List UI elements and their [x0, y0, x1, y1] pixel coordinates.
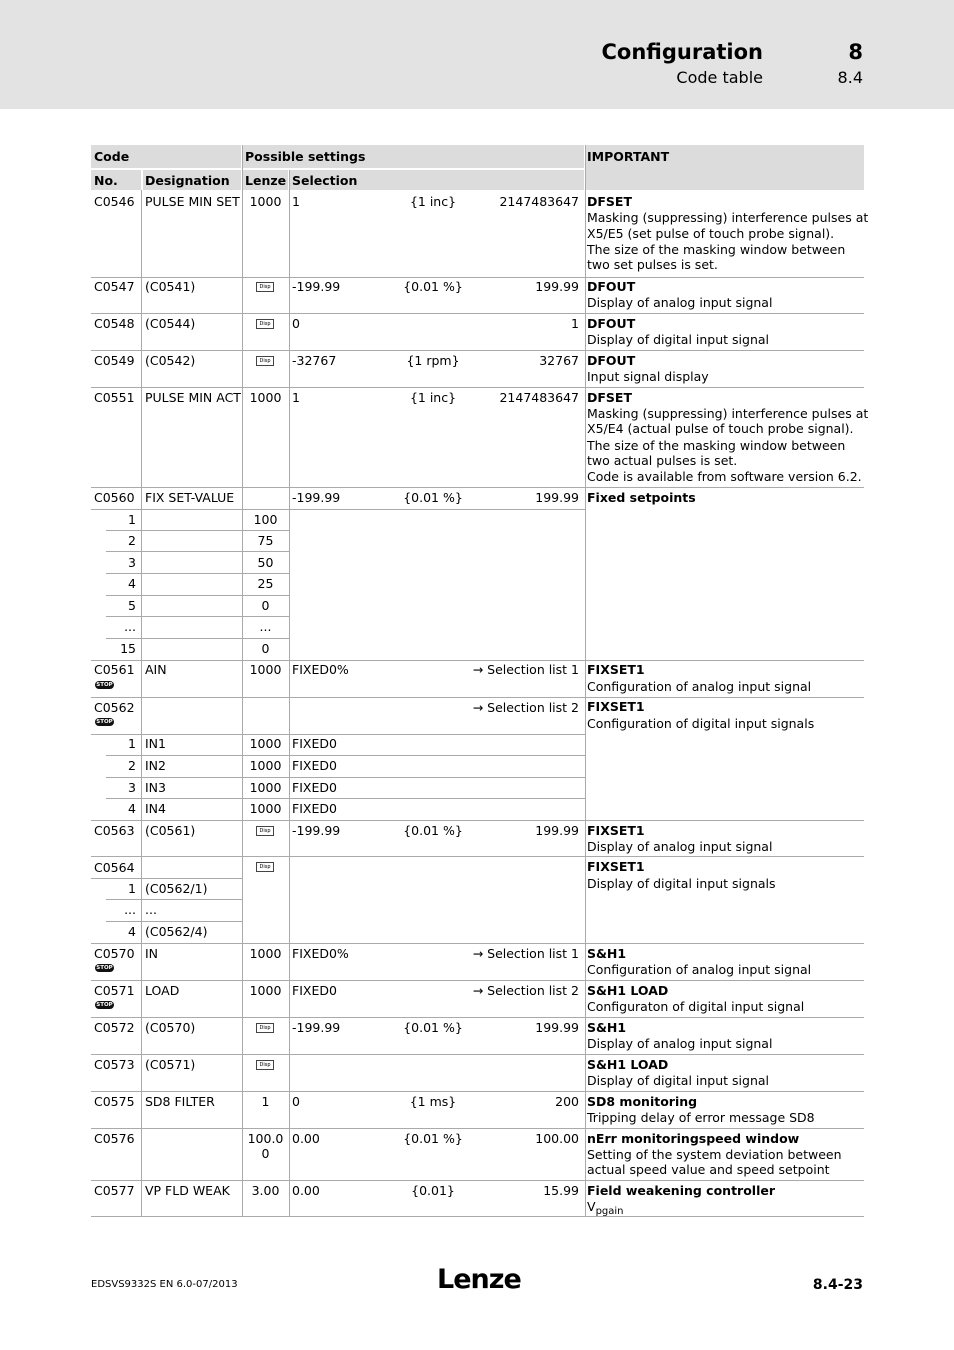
- min-value: 0.00: [292, 1131, 320, 1146]
- header-no: No.: [94, 173, 118, 188]
- subcode-no: 3: [128, 780, 136, 795]
- symbol-subscript: pgain: [595, 1206, 624, 1217]
- row-divider: [91, 387, 864, 388]
- important-text: Display of digital input signals: [587, 876, 776, 891]
- code-no: C0560: [94, 490, 135, 505]
- row-divider: [106, 755, 585, 756]
- row-divider: [91, 943, 864, 944]
- symbol-v: V: [587, 1199, 596, 1214]
- important-text: Configuration of analog input signal: [587, 679, 812, 694]
- column-divider: [141, 190, 142, 1217]
- subcode-no: ...: [124, 902, 136, 917]
- designation: (C0544): [145, 316, 196, 331]
- subcode-designation: IN3: [145, 780, 166, 795]
- row-divider: [106, 595, 289, 596]
- display-only-icon: Disp: [256, 862, 274, 872]
- designation: (C0541): [145, 279, 196, 294]
- selection-list-link: → Selection list 2: [472, 983, 579, 998]
- subcode-no: 1: [128, 512, 136, 527]
- min-value: -199.99: [292, 823, 341, 838]
- important-text: Code is available from software version 6.2.: [587, 469, 862, 484]
- stop-icon: STOP: [96, 965, 113, 971]
- display-only-icon: Disp: [256, 282, 274, 292]
- subcode-designation: IN1: [145, 736, 166, 751]
- selection-list-link: → Selection list 2: [472, 700, 579, 715]
- row-divider: [91, 1091, 864, 1092]
- important-text: Display of analog input signal: [587, 295, 773, 310]
- subcode-no: 4: [128, 801, 136, 816]
- row-divider: [91, 878, 242, 879]
- row-divider: [91, 1054, 864, 1055]
- important-title: S&H1 LOAD: [587, 983, 669, 998]
- column-divider: [242, 145, 243, 1217]
- max-value: 199.99: [535, 823, 579, 838]
- important-text: Masking (suppressing) interference pulses at: [587, 406, 869, 421]
- step-value: {1 inc}: [409, 390, 457, 405]
- subcode-lenze: 1000: [249, 736, 282, 751]
- step-value: {0.01 %}: [403, 279, 463, 294]
- code-no: C0549: [94, 353, 135, 368]
- row-divider: [91, 697, 864, 698]
- important-text: Display of analog input signal: [587, 839, 773, 854]
- row-divider: [91, 487, 864, 488]
- important-text: Configuration of analog input signal: [587, 962, 812, 977]
- code-no: C0546: [94, 194, 135, 209]
- lenze-value: 100.0: [247, 1131, 284, 1146]
- important-title: Fixed setpoints: [587, 490, 696, 505]
- subcode-no: 4: [128, 924, 136, 939]
- lenze-value: 1: [261, 1094, 270, 1109]
- subcode-designation: IN4: [145, 801, 166, 816]
- important-text: Display of digital input signal: [587, 1073, 769, 1088]
- subcode-value: 75: [257, 533, 274, 548]
- important-title: DFOUT: [587, 279, 636, 294]
- min-value: 0.00: [292, 1183, 320, 1198]
- lenze-value: 1000: [249, 194, 282, 209]
- document-id: EDSVS9332S EN 6.0-07/2013: [91, 1279, 238, 1290]
- row-divider: [91, 1017, 864, 1018]
- max-value: 199.99: [535, 1020, 579, 1035]
- important-title: FIXSET1: [587, 699, 645, 714]
- subcode-value: 25: [257, 576, 274, 591]
- subcode-value: FIXED0: [292, 736, 337, 751]
- important-text: Configuration of digital input signals: [587, 716, 815, 731]
- important-title: nErr monitoringspeed window: [587, 1131, 800, 1146]
- header-lenze: Lenze: [245, 173, 287, 188]
- row-divider: [106, 638, 289, 639]
- step-value: {1 ms}: [409, 1094, 457, 1109]
- code-no: C0570: [94, 946, 135, 961]
- designation: (C0571): [145, 1057, 196, 1072]
- max-value: 200: [555, 1094, 579, 1109]
- page-number: 8.4-23: [812, 1277, 863, 1293]
- important-text: actual speed value and speed setpoint: [587, 1162, 830, 1177]
- important-title: SD8 monitoring: [587, 1094, 698, 1109]
- min-value: FIXED0%: [292, 946, 349, 961]
- column-divider: [289, 170, 290, 1217]
- important-text: [587, 1199, 624, 1220]
- important-text: Input signal display: [587, 369, 709, 384]
- display-only-icon: Disp: [256, 826, 274, 836]
- subcode-no: 15: [120, 641, 136, 656]
- row-divider: [106, 616, 289, 617]
- min-value: -199.99: [292, 279, 341, 294]
- important-text: two actual pulses is set.: [587, 453, 738, 468]
- step-value: {0.01 %}: [403, 490, 463, 505]
- designation: FIX SET-VALUE: [145, 490, 235, 505]
- important-text: The size of the masking window between: [587, 438, 846, 453]
- min-value: -32767: [292, 353, 337, 368]
- subcode-value: FIXED0: [292, 780, 337, 795]
- code-no: C0551: [94, 390, 135, 405]
- code-no: C0564: [94, 860, 135, 875]
- designation: SD8 FILTER: [145, 1094, 215, 1109]
- row-divider: [91, 856, 864, 857]
- important-title: S&H1: [587, 946, 627, 961]
- code-no: C0573: [94, 1057, 135, 1072]
- lenze-value: 1000: [249, 946, 282, 961]
- code-no: C0572: [94, 1020, 135, 1035]
- subcode-designation: ...: [145, 902, 157, 917]
- step-value: {0.01 %}: [403, 1131, 463, 1146]
- subcode-no: 3: [128, 555, 136, 570]
- min-value: FIXED0: [292, 983, 337, 998]
- step-value: {1 inc}: [409, 194, 457, 209]
- min-value: -199.99: [292, 1020, 341, 1035]
- subcode-lenze: 1000: [249, 801, 282, 816]
- row-divider: [106, 798, 585, 799]
- important-text: Display of analog input signal: [587, 1036, 773, 1051]
- max-value: 32767: [539, 353, 579, 368]
- code-no: C0548: [94, 316, 135, 331]
- important-text: Masking (suppressing) interference pulses at: [587, 210, 869, 225]
- important-title: FIXSET1: [587, 662, 645, 677]
- stop-icon: STOP: [96, 719, 113, 725]
- subcode-value: FIXED0: [292, 758, 337, 773]
- section-number: 8.4: [837, 68, 863, 87]
- important-text: two set pulses is set.: [587, 257, 718, 272]
- selection-list-link: → Selection list 1: [472, 946, 579, 961]
- max-value: 100.00: [535, 1131, 579, 1146]
- subcode-designation: IN2: [145, 758, 166, 773]
- designation: PULSE MIN SET: [145, 194, 240, 209]
- stop-icon: STOP: [96, 1002, 113, 1008]
- code-no: C0563: [94, 823, 135, 838]
- subcode-value: 50: [257, 555, 274, 570]
- section-title: Code table: [676, 68, 763, 87]
- header-important: IMPORTANT: [587, 149, 670, 164]
- max-value: 2147483647: [499, 390, 579, 405]
- important-text: Configuraton of digital input signal: [587, 999, 805, 1014]
- selection-list-link: → Selection list 1: [472, 662, 579, 677]
- header-possible-settings: Possible settings: [245, 149, 366, 164]
- code-no: C0571: [94, 983, 135, 998]
- subcode-value: ...: [259, 619, 272, 634]
- important-title: DFSET: [587, 194, 632, 209]
- lenze-value: 1000: [249, 983, 282, 998]
- header-code: Code: [94, 149, 130, 164]
- subcode-designation: (C0562/1): [145, 881, 208, 896]
- designation: (C0542): [145, 353, 196, 368]
- subcode-no: 2: [128, 533, 136, 548]
- subcode-designation: (C0562/4): [145, 924, 208, 939]
- row-divider: [106, 777, 585, 778]
- important-title: DFOUT: [587, 353, 636, 368]
- important-title: DFSET: [587, 390, 632, 405]
- subcode-no: 4: [128, 576, 136, 591]
- column-divider: [585, 145, 586, 1217]
- important-text: X5/E5 (set pulse of touch probe signal).: [587, 226, 835, 241]
- lenze-value: 1000: [249, 662, 282, 677]
- header-selection: Selection: [292, 173, 358, 188]
- subcode-lenze: 1000: [249, 780, 282, 795]
- designation: VP FLD WEAK: [145, 1183, 230, 1198]
- subcode-no: 1: [128, 881, 136, 896]
- row-divider: [91, 660, 864, 661]
- code-no: C0547: [94, 279, 135, 294]
- important-text: The size of the masking window between: [587, 242, 846, 257]
- row-divider: [106, 899, 242, 900]
- important-title: Field weakening controller: [587, 1183, 776, 1198]
- row-divider: [91, 1128, 864, 1129]
- code-no: C0577: [94, 1183, 135, 1198]
- row-divider: [91, 313, 864, 314]
- display-only-icon: Disp: [256, 1023, 274, 1033]
- designation: (C0561): [145, 823, 196, 838]
- max-value: 2147483647: [499, 194, 579, 209]
- subcode-value: 0: [261, 598, 270, 613]
- row-divider: [91, 1180, 864, 1181]
- row-divider: [106, 573, 289, 574]
- header-designation: Designation: [145, 173, 230, 188]
- designation: AIN: [145, 662, 167, 677]
- important-text: Tripping delay of error message SD8: [587, 1110, 815, 1125]
- row-divider: [106, 921, 242, 922]
- code-no: C0575: [94, 1094, 135, 1109]
- code-no: C0562: [94, 700, 135, 715]
- important-text: X5/E4 (actual pulse of touch probe signal).: [587, 421, 854, 436]
- designation: (C0570): [145, 1020, 196, 1035]
- lenze-value: 3.00: [251, 1183, 280, 1198]
- min-value: 1: [292, 194, 300, 209]
- display-only-icon: Disp: [256, 319, 274, 329]
- display-only-icon: Disp: [256, 356, 274, 366]
- important-title: S&H1: [587, 1020, 627, 1035]
- subcode-no: 1: [128, 736, 136, 751]
- designation: LOAD: [145, 983, 180, 998]
- row-divider: [91, 350, 864, 351]
- important-title: FIXSET1: [587, 859, 645, 874]
- max-value: 15.99: [543, 1183, 579, 1198]
- step-value: {0.01 %}: [403, 1020, 463, 1035]
- important-title: S&H1 LOAD: [587, 1057, 669, 1072]
- code-no: C0576: [94, 1131, 135, 1146]
- step-value: {1 rpm}: [406, 353, 460, 368]
- min-value: -199.99: [292, 490, 341, 505]
- lenze-value: 1000: [249, 390, 282, 405]
- step-value: {0.01 %}: [403, 823, 463, 838]
- min-value: 0: [292, 316, 300, 331]
- subcode-no: ...: [124, 619, 136, 634]
- subcode-value: FIXED0: [292, 801, 337, 816]
- code-no: C0561: [94, 662, 135, 677]
- subcode-no: 2: [128, 758, 136, 773]
- lenze-logo: Lenze: [437, 1264, 521, 1295]
- subcode-value: 0: [261, 641, 270, 656]
- max-value: 199.99: [535, 490, 579, 505]
- designation: PULSE MIN ACT: [145, 390, 241, 405]
- important-title: DFOUT: [587, 316, 636, 331]
- subcode-lenze: 1000: [249, 758, 282, 773]
- subcode-value: 100: [253, 512, 278, 527]
- page-header: [0, 0, 954, 109]
- min-value: 1: [292, 390, 300, 405]
- row-divider: [91, 820, 864, 821]
- important-title: FIXSET1: [587, 823, 645, 838]
- min-value: 0: [292, 1094, 300, 1109]
- max-value: 1: [571, 316, 579, 331]
- row-divider: [106, 530, 289, 531]
- row-divider: [106, 551, 289, 552]
- designation: IN: [145, 946, 159, 961]
- max-value: 199.99: [535, 279, 579, 294]
- row-divider: [91, 1216, 864, 1217]
- chapter-number: 8: [848, 40, 863, 64]
- min-value: FIXED0%: [292, 662, 349, 677]
- lenze-value-cont: 0: [261, 1146, 270, 1161]
- chapter-title: Configuration: [601, 40, 763, 64]
- display-only-icon: Disp: [256, 1060, 274, 1070]
- row-divider: [91, 980, 864, 981]
- important-text: Setting of the system deviation between: [587, 1147, 842, 1162]
- step-value: {0.01}: [411, 1183, 455, 1198]
- subcode-no: 5: [128, 598, 136, 613]
- row-divider: [91, 509, 585, 510]
- row-divider: [91, 734, 585, 735]
- stop-icon: STOP: [96, 682, 113, 688]
- row-divider: [91, 277, 864, 278]
- important-text: Display of digital input signal: [587, 332, 769, 347]
